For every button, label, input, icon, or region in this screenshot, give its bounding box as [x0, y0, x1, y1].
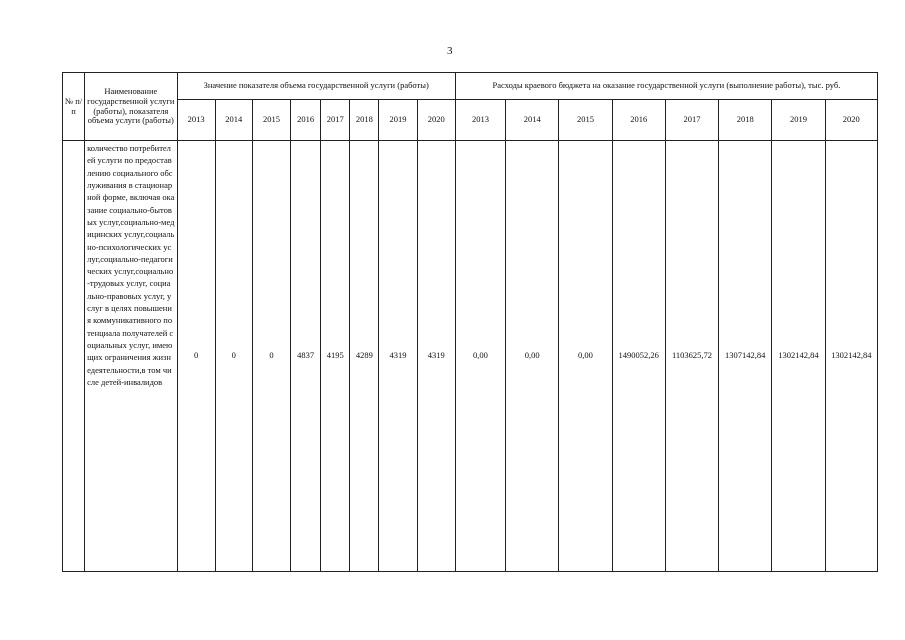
volume-year-header: 2015 — [252, 100, 290, 141]
page-number: 3 — [447, 45, 453, 57]
table-row — [63, 141, 878, 572]
budget-table — [62, 72, 878, 572]
budget-year-header: 2014 — [506, 100, 559, 141]
budget-year-header: 2013 — [455, 100, 505, 141]
budget-value: 1302142,84 — [772, 141, 825, 572]
header-name: Наименование государственной услуги (работы), показателя объема услуги (работы) — [85, 73, 177, 141]
service-name: количество потребителей услуги по предоставлению социального обслуживания в стационарной форме, включая оказание социально-бытовых услуг,социально-медицинских услуг,социально-психологических услуг,социально-педагогических услуг,социально-трудовых услуг, социально-правовых услуг, услуг в целях повышения коммуникативного потенциала получателей социальных услуг, имеющих ограничения жизнедеятельности,в том числе детей-инвалидов — [85, 141, 177, 572]
budget-value: 1490052,26 — [612, 141, 665, 572]
volume-value: 0 — [252, 141, 290, 572]
header-budget-group: Расходы краевого бюджета на оказание государственной услуги (выполнение работы), тыс. руб. — [455, 73, 877, 100]
header-volume-group: Значение показателя объема государственной услуги (работы) — [177, 73, 455, 100]
volume-value: 4837 — [291, 141, 321, 572]
budget-year-header: 2015 — [559, 100, 612, 141]
volume-year-header: 2020 — [417, 100, 455, 141]
volume-year-header: 2018 — [350, 100, 379, 141]
volume-value: 4319 — [417, 141, 455, 572]
budget-value: 0,00 — [559, 141, 612, 572]
budget-year-header: 2018 — [719, 100, 772, 141]
budget-value: 1302142,84 — [825, 141, 877, 572]
volume-year-header: 2014 — [215, 100, 252, 141]
volume-value: 0 — [177, 141, 215, 572]
budget-value: 1307142,84 — [719, 141, 772, 572]
volume-value: 0 — [215, 141, 252, 572]
budget-year-header: 2020 — [825, 100, 877, 141]
volume-year-header: 2013 — [177, 100, 215, 141]
budget-year-header: 2017 — [665, 100, 718, 141]
budget-value: 0,00 — [455, 141, 505, 572]
budget-year-header: 2019 — [772, 100, 825, 141]
budget-year-header: 2016 — [612, 100, 665, 141]
volume-year-header: 2017 — [321, 100, 350, 141]
volume-year-header: 2016 — [291, 100, 321, 141]
volume-value: 4319 — [379, 141, 417, 572]
volume-year-header: 2019 — [379, 100, 417, 141]
header-number: № п/ п — [63, 73, 85, 141]
volume-value: 4289 — [350, 141, 379, 572]
budget-value: 0,00 — [506, 141, 559, 572]
row-number — [63, 141, 85, 572]
volume-value: 4195 — [321, 141, 350, 572]
budget-value: 1103625,72 — [665, 141, 718, 572]
